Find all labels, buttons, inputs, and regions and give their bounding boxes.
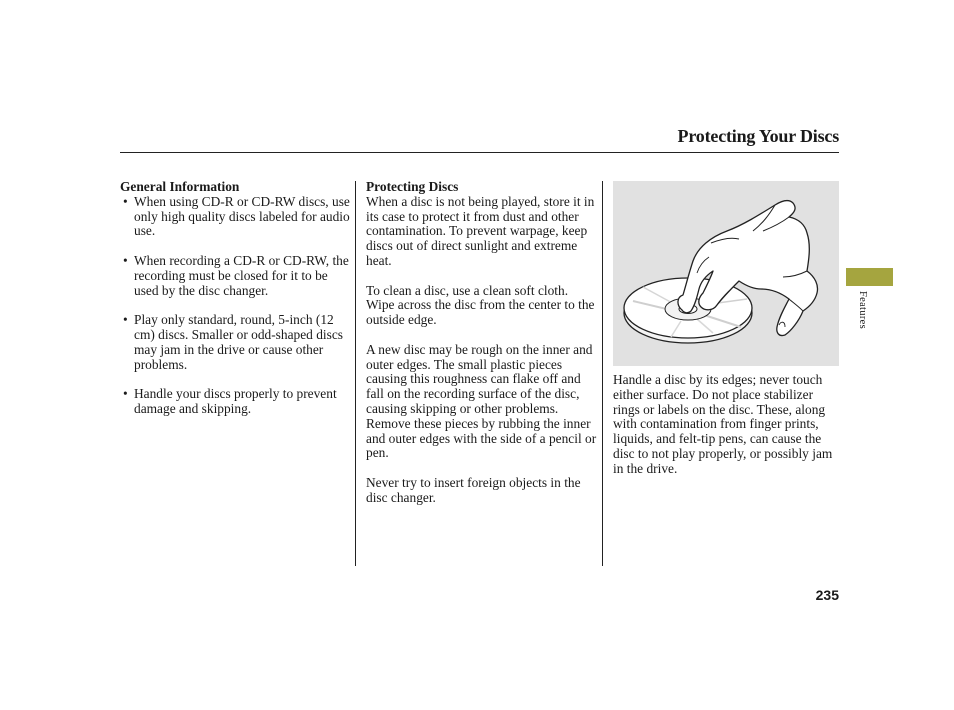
column-divider [355, 181, 356, 566]
list-item-text: Handle your discs properly to prevent damage and skipping. [134, 386, 337, 416]
paragraph: When a disc is not being played, store it in its case to protect it from dust and other contamination. To prevent warpage, keep discs out of direct sunlight and extreme heat. [366, 193, 595, 268]
general-information-heading: General Information [120, 179, 240, 194]
paragraph: A new disc may be rough on the inner and outer edges. The small plastic pieces causing this roughness can flake off and fall on the recording surface of the disc, causing skipping or other problems. Remove these pieces by rubbing the inner and outer edges with the side of a pencil or pen. [366, 341, 597, 461]
bullet-icon: • [123, 193, 128, 209]
title-rule [120, 152, 839, 153]
bullet-icon: • [123, 252, 128, 268]
list-item [120, 195, 352, 239]
section-tab-label: Features [857, 291, 868, 329]
disc-illustration [613, 181, 839, 366]
paragraph: Never try to insert foreign objects in the disc changer. [366, 474, 581, 505]
figure-caption: Handle a disc by its edges; never touch either surface. Do not place stabilizer rings or labels on the disc. These, along with contamination from finger prints, liquids, and felt-tip pens, can cause the disc to not play properly, or possibly jam in the drive. [613, 372, 833, 476]
page-number: 235 [815, 587, 839, 603]
list-item [120, 387, 352, 417]
list-item-text: When recording a CD-R or CD-RW, the recording must be closed for it to be used by the disc changer. [134, 252, 349, 298]
column-divider [602, 181, 603, 566]
list-item-text: When using CD-R or CD-RW discs, use only high quality discs labeled for audio use. [134, 193, 350, 239]
list-item-text: Play only standard, round, 5-inch (12 cm) discs. Smaller or odd-shaped discs may jam in the drive or cause other problems. [134, 312, 343, 372]
protecting-discs-heading: Protecting Discs [366, 179, 459, 194]
page-title: Protecting Your Discs [677, 126, 839, 146]
section-tab [846, 268, 893, 286]
hand-holding-disc-icon [613, 181, 839, 366]
list-item [120, 313, 352, 372]
bullet-icon: • [123, 312, 128, 328]
list-item [120, 254, 352, 298]
general-information-section [120, 180, 352, 432]
bullet-icon: • [123, 386, 128, 402]
paragraph: To clean a disc, use a clean soft cloth. Wipe across the disc from the center to the outside edge. [366, 282, 595, 328]
general-information-list [120, 195, 352, 417]
protecting-discs-section [366, 180, 598, 520]
